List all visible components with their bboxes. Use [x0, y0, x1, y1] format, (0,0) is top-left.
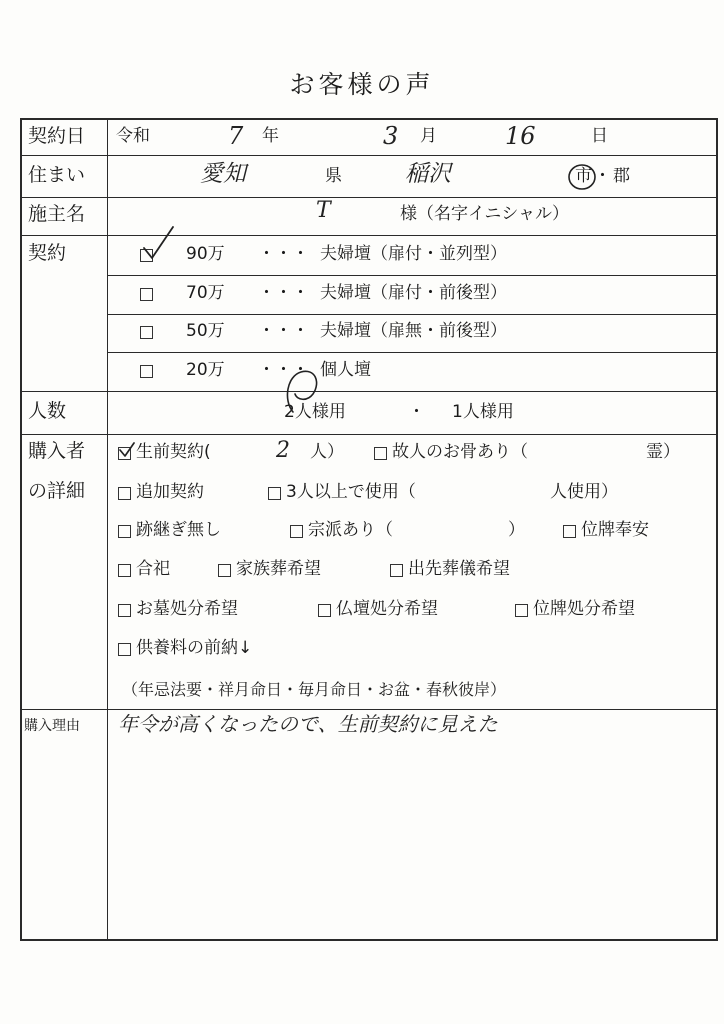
altar-disposal-text: 仏壇処分希望 [336, 599, 438, 619]
purchaser-details-label-line1: 購入者 [28, 440, 86, 462]
row-divider-details [20, 709, 718, 710]
away-funeral-text: 出先葬儀希望 [408, 559, 510, 579]
three-plus-text: 3人以上で使用（ [286, 482, 416, 502]
contract-option-90-dots: ・・・ [258, 244, 309, 264]
contract-option-70-dots: ・・・ [258, 283, 309, 303]
contract-date-month-value[interactable]: 3 [383, 122, 399, 150]
headcount-label: 人数 [28, 400, 67, 422]
living-contract-checkmark [117, 440, 137, 460]
deceased-remains-checkbox[interactable] [374, 446, 390, 462]
sect-text: 宗派あり（ [308, 520, 393, 540]
row-divider-contract-3 [107, 352, 718, 353]
memorial-note: （年忌法要・祥月命日・毎月命日・お盆・春秋彼岸） [122, 680, 507, 699]
no-successor-text: 跡継ぎ無し [136, 520, 221, 540]
client-name-initial[interactable]: T [316, 198, 331, 223]
residence-city-value[interactable]: 稲沢 [405, 161, 451, 187]
prepay-text: 供養料の前納↓ [136, 638, 253, 658]
sect-end: ） [508, 520, 525, 540]
living-contract-unit: 人） [310, 442, 344, 462]
row-divider-contract-2 [107, 314, 718, 315]
contract-date-year-value[interactable]: 7 [228, 122, 244, 150]
headcount-option-one[interactable]: 1人様用 [452, 402, 514, 422]
contract-option-70-desc: 夫婦壇（扉付・前後型） [320, 283, 507, 303]
row-divider-residence [20, 197, 718, 198]
sect-checkbox[interactable] [290, 524, 306, 540]
deceased-remains-end: 霊） [646, 442, 680, 462]
ihai-disposal-checkbox[interactable] [515, 603, 531, 619]
deceased-remains-text: 故人のお骨あり（ [392, 442, 528, 462]
row-divider-name [20, 235, 718, 236]
contract-date-year-unit: 年 [262, 126, 279, 146]
contract-option-20-dots: ・・・ [258, 360, 309, 380]
form-title: お客様の声 [289, 70, 435, 99]
contract-90-checkmark [140, 224, 180, 264]
purchaser-details-label-line2: の詳細 [28, 480, 86, 502]
grave-disposal-text: お墓処分希望 [136, 599, 238, 619]
contract-option-70-price: 70万 [186, 283, 225, 303]
family-funeral-text: 家族葬希望 [236, 559, 321, 579]
contract-option-50-dots: ・・・ [258, 321, 309, 341]
headcount-separator: ・ [408, 402, 425, 422]
grave-disposal-checkbox[interactable] [118, 603, 134, 619]
contract-date-era: 令和 [116, 126, 150, 146]
contract-date-month-unit: 月 [420, 126, 437, 146]
three-plus-checkbox[interactable] [268, 486, 284, 502]
three-plus-end: 人使用） [550, 482, 618, 502]
ihai-disposal-text: 位牌処分希望 [533, 599, 635, 619]
residence-city-option[interactable]: 市 [575, 166, 592, 186]
client-name-suffix: 様（名字イニシャル） [400, 204, 569, 224]
contract-option-90-desc: 夫婦壇（扉付・並列型） [320, 244, 507, 264]
row-divider-date [20, 155, 718, 156]
living-contract-count[interactable]: 2 [276, 438, 290, 463]
contract-option-50-checkbox[interactable] [140, 325, 156, 341]
altar-disposal-checkbox[interactable] [318, 603, 334, 619]
prepay-checkbox[interactable] [118, 642, 134, 658]
contract-date-day-value[interactable]: 16 [505, 122, 536, 150]
residence-separator: ・ [594, 166, 611, 186]
living-contract-text: 生前契約( [136, 442, 211, 462]
no-successor-checkbox[interactable] [118, 524, 134, 540]
additional-contract-text: 追加契約 [136, 482, 204, 502]
row-divider-headcount [20, 434, 718, 435]
contract-option-20-desc: 個人壇 [320, 360, 371, 380]
contract-date-day-unit: 日 [591, 126, 608, 146]
ihai-enshrine-checkbox[interactable] [563, 524, 579, 540]
ihai-enshrine-text: 位牌奉安 [581, 520, 649, 540]
row-divider-contract-1 [107, 275, 718, 276]
city-circle-mark [567, 162, 597, 192]
contract-option-20-checkbox[interactable] [140, 364, 156, 380]
contract-option-50-desc: 夫婦壇（扉無・前後型） [320, 321, 507, 341]
contract-option-50-price: 50万 [186, 321, 225, 341]
additional-contract-checkbox[interactable] [118, 486, 134, 502]
contract-option-90-price: 90万 [186, 244, 225, 264]
family-funeral-checkbox[interactable] [218, 563, 234, 579]
residence-prefecture-unit: 県 [325, 166, 342, 186]
residence-label: 住まい [28, 164, 86, 186]
contract-date-label: 契約日 [28, 125, 86, 147]
contract-label: 契約 [28, 242, 67, 264]
reason-text[interactable]: 年令が高くなったので、生前契約に見えた [118, 712, 498, 736]
label-column-divider [107, 118, 108, 941]
headcount-circle-mark [283, 366, 323, 420]
reason-label: 購入理由 [24, 718, 80, 734]
contract-option-70-checkbox[interactable] [140, 287, 156, 303]
residence-prefecture-value[interactable]: 愛知 [200, 161, 246, 187]
goushi-text: 合祀 [136, 559, 170, 579]
goushi-checkbox[interactable] [118, 563, 134, 579]
row-divider-contract [20, 391, 718, 392]
headcount-option-two[interactable]: 2人様用 [284, 402, 346, 422]
away-funeral-checkbox[interactable] [390, 563, 406, 579]
residence-district-option[interactable]: 郡 [613, 166, 630, 186]
client-name-label: 施主名 [28, 203, 86, 225]
contract-option-20-price: 20万 [186, 360, 225, 380]
